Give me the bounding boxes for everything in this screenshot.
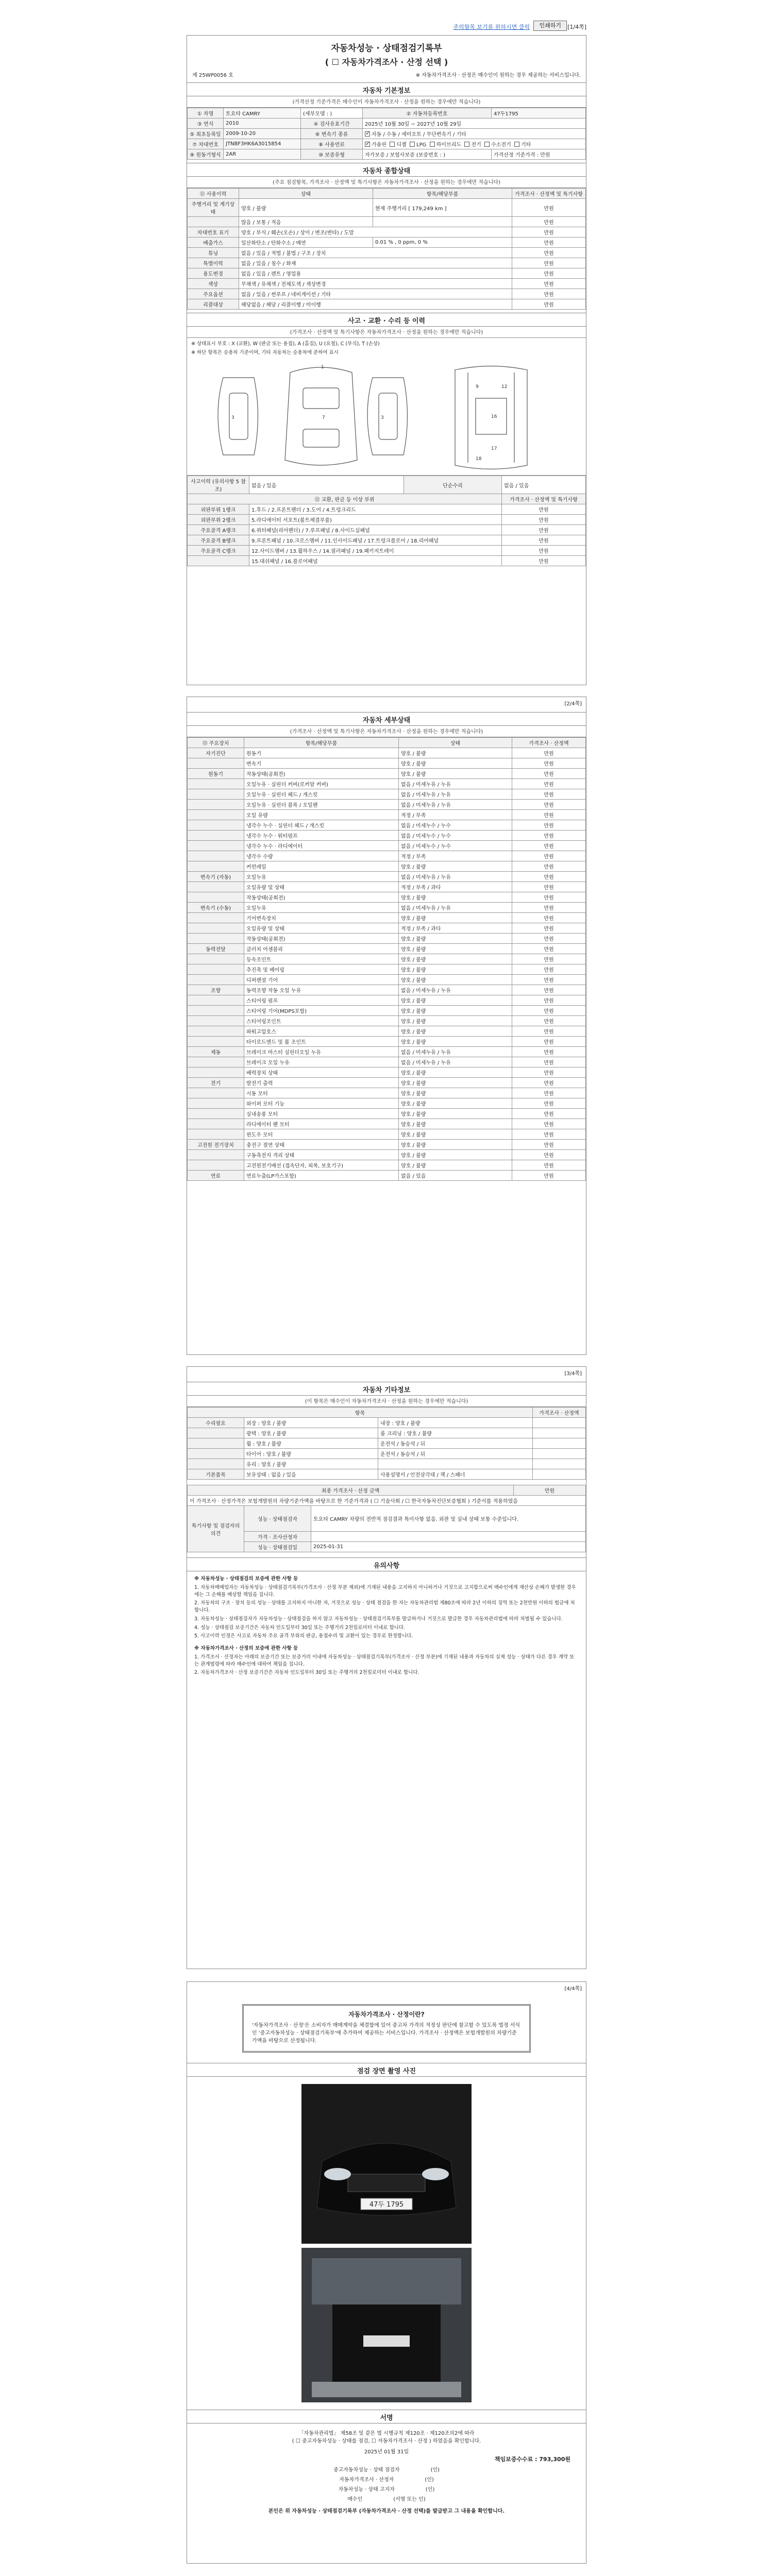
photo-section-title: 점검 장면 촬영 사진 — [187, 2063, 586, 2077]
table-row: 변속기 (수동) 오일누유 없음 / 미세누유 / 누유 만원 — [188, 903, 586, 913]
status-section-sub: (주요 점검항목, 가격조사 · 산정액 및 특기사항은 자동차가격조사 · 산정을 원하는 경우에만 적습니다) — [187, 177, 586, 188]
table-row: 사고이력 (유의사항 5 참조) 없음 / 있음 단순수리 없음 / 있음 — [188, 476, 586, 494]
table-row: 색상 무채색 / 유채색 / 전체도색 / 색상변경 만원 — [188, 279, 586, 289]
checkbox-icon[interactable] — [430, 142, 435, 147]
detail-section-title: 자동차 세부상태 — [187, 712, 586, 726]
table-row: 오일누유 · 실린더 헤드 / 개스킷 없음 / 미세누유 / 누유 만원 — [188, 789, 586, 800]
page-3 — [187, 1366, 586, 1969]
doc-title: 자동차성능 · 상태점검기록부 — [331, 43, 442, 54]
table-row: 튜닝 없음 / 있음 / 적법 / 불법 / 구조 / 장치 만원 — [188, 248, 586, 258]
doc-subtitle: ( ☐ 자동차가격조사 · 산정 선택 ) — [325, 57, 448, 67]
table-row: 광택 : 양호 / 불량 룸 크리닝 : 양호 / 불량 — [188, 1428, 586, 1438]
table-row: 기어변속장치 양호 / 불량 만원 — [188, 913, 586, 923]
table-row: 많음 / 보통 / 적음 만원 — [188, 217, 586, 227]
doc-number: 제 25WP0056 호 — [192, 73, 233, 78]
checkbox-icon[interactable] — [514, 142, 519, 147]
table-row: 고전원 전기장치 충전구 절연 상태 양호 / 불량 만원 — [188, 1140, 586, 1150]
table-row: 윈도우 모터 양호 / 불량 만원 — [188, 1129, 586, 1140]
svg-text:7: 7 — [322, 415, 325, 420]
checkbox-icon[interactable] — [390, 142, 395, 147]
table-row: 전기 발전기 출력 양호 / 불량 만원 — [188, 1078, 586, 1088]
accident-legend: ※ 상태표시 부호 : X (교환), W (판금 또는 용접), A (흠집), U (요철), C (부식), T (손상) — [191, 341, 380, 347]
page-1 — [187, 35, 586, 685]
table-row: 작동상태(공회전) 양호 / 불량 만원 — [188, 934, 586, 944]
table-row: 동력전달 클러치 어셈블리 양호 / 불량 만원 — [188, 944, 586, 954]
page-2 — [187, 697, 586, 1355]
table-row: ① 차명 토요타 CAMRY (세부모델 : ) ② 자동차등록번호 47두1795 — [188, 108, 586, 118]
basic-info-table — [187, 108, 586, 160]
table-row: 휠 : 양호 / 불량 운전석 / 동승석 / 뒤 — [188, 1438, 586, 1449]
page-number: [3/4쪽] — [564, 1371, 582, 1377]
final-price-table: 최종 가격조사 · 산정 금액 만원 이 가격조사 · 산정가격은 보험개발원의 차량기준가액을 바탕으로 한 기준가격과 ( ☐ 기술사회 / ☐ 한국자동차진단보증협회 ) 기준서를 적용하였음 특기사항 및 점검자의 의견 성능 · 상태점검자 토요타 CAMRY 차량의 전반적 점검결과 특이사항 없음. 외관 및 실내 상태 보통 수준입니다. 가격 · 조사산정자 성능 · 상태점검일 2025-01-31 — [187, 1485, 586, 1552]
page-number: [4/4쪽] — [564, 1986, 582, 1992]
table-row: 실내송풍 모터 양호 / 불량 만원 — [188, 1109, 586, 1119]
svg-text:9: 9 — [476, 384, 479, 389]
car-outline-icon — [187, 357, 586, 476]
table-row: 스티어링 기어(MDPS포함) 양호 / 불량 만원 — [188, 1006, 586, 1016]
checkbox-icon[interactable] — [484, 142, 490, 147]
table-row: 스티어링 펌프 양호 / 불량 만원 — [188, 995, 586, 1006]
accident-section-title: 사고 · 교환 · 수리 등 이력 — [187, 313, 586, 327]
svg-text:3: 3 — [231, 415, 234, 420]
table-row: ③ 연식 2010 ④ 검사유효기간 2025년 10월 30일 ~ 2027년 10월 29일 — [188, 118, 586, 129]
table-row: 주요골격 C랭크 12.사이드멤버 / 13.휠하우스 / 14.필러패널 / 19.패키지트레이 만원 — [188, 546, 586, 556]
svg-text:12: 12 — [501, 384, 508, 389]
table-row: 리콜대상 해당없음 / 해당 / 리콜이행 / 미이행 만원 — [188, 299, 586, 310]
price-info-box: 자동차가격조사 · 산정이란? '자동차가격조사 · 산정'은 소비자가 매매계약을 체결함에 있어 중고차 가격의 적정성 판단에 참고할 수 있도록 법정 서식인 '중고자동차성능 · 상태점검기록부'에 추가하여 제공하는 서비스입니다. 가격조사 · 산정액은 보험개발원의 차량기준가액을 바탕으로 산정됩니다. — [242, 2004, 531, 2053]
svg-text:1: 1 — [321, 365, 324, 370]
table-row: 냉각수 누수 · 라디에이터 없음 / 미세누수 / 누수 만원 — [188, 841, 586, 851]
table-row: 작동상태(공회전) 양호 / 불량 만원 — [188, 892, 586, 903]
car-front-image — [301, 2084, 472, 2244]
table-row: 타이어 : 양호 / 불량 운전석 / 동승석 / 뒤 — [188, 1449, 586, 1459]
detail-section-sub: (가격조사 · 산정액 및 특기사항은 자동차가격조사 · 산정을 원하는 경우에만 적습니다) — [187, 726, 586, 737]
table-row: 외판부위 2랭크 5.라디에이터 서포트(볼트체결부품) 만원 — [188, 515, 586, 525]
table-row: ⑦ 차대번호 JTNBF3HK6A3015854 ⑧ 사용연료 ✓ 가솔린 디젤 LPG 하이브리드 전기 수소전기 기타 — [188, 139, 586, 149]
table-row: 오일 유량 적정 / 부족 만원 — [188, 810, 586, 820]
table-row: 배력장치 상태 양호 / 불량 만원 — [188, 1067, 586, 1078]
table-row: 와이퍼 모터 기능 양호 / 불량 만원 — [188, 1098, 586, 1109]
table-row: 냉각수 수량 적정 / 부족 만원 — [188, 851, 586, 861]
car-lift-image — [301, 2248, 472, 2402]
table-row: 기본품목 보유상태 : 없음 / 있음 사용설명서 / 안전삼각대 / 잭 / 스패너 — [188, 1469, 586, 1480]
license-plate-text: 47두 1795 — [369, 2201, 404, 2209]
etc-table: 항목 가격조사 · 산정액 수리필요 외장 : 양호 / 불량 내장 : 양호 / 불량 광택 : 양호 / 불량 룸 크리닝 : 양호 / 불량 휠 : 양호 / 불량 운전석 / 동승석 / 뒤 타이어 : 양호 / 불량 운전석 / 동승석 / 뒤 유리 : 양호 / 불량 기본품목 보유상태 : 없음 / 있음 사용설명서 / 안전삼각대 / 잭 / 스패너 — [187, 1407, 586, 1480]
table-row: 냉각수 누수 · 워터펌프 없음 / 미세누수 / 누수 만원 — [188, 831, 586, 841]
table-row: 디퍼렌셜 기어 양호 / 불량 만원 — [188, 975, 586, 985]
basic-section-sub: (가격산정 기준가격은 매수인이 자동차가격조사 · 산정을 원하는 경우에만 적습니다) — [187, 96, 586, 108]
table-row: 수리필요 외장 : 양호 / 불량 내장 : 양호 / 불량 — [188, 1418, 586, 1428]
table-row: 냉각수 누수 · 실린더 헤드 / 개스킷 없음 / 미세누수 / 누수 만원 — [188, 820, 586, 831]
table-row: ⑤ 최초등록일 2009-10-20 ⑥ 변속기 종류 ✓ 자동 / 수동 / 세미오토 / 무단변속기 / 기타 — [188, 129, 586, 139]
table-row: 오일유량 및 상태 적정 / 부족 / 과다 만원 — [188, 882, 586, 892]
accident-section-sub: (가격조사 · 산정액 및 특기사항은 자동차가격조사 · 산정을 원하는 경우에만 적습니다) — [187, 327, 586, 338]
table-row: 오일누유 · 실린더 커버(로커암 커버) 없음 / 미세누유 / 누유 만원 — [188, 779, 586, 789]
detail-table: ⑬ 주요장치 항목/해당부품 상태 가격조사 · 산정액 자기진단 원동기 양호 / 불량 만원 변속기 양호 / 불량 만원 원동기 작동상태(공회전) 양호 / 불량 만원 오일누유 · 실린더 커버(로커암 커버) 없음 / 미세누유 / 누유 만원 오일누유 · 실린더 헤드 / 개스킷 없음 / 미세누유 / 누유 만원 오일누유 · 실린더 블록 / 오일팬 없음 / 미세누유 / 누유 만원 오일 유량 적정 / 부족 만원 냉각수 누수 · 실린더 헤드 / 개스킷 없음 / 미세누수 / 누수 만원 냉각수 누수 · 워터펌프 없음 / 미세누수 / 누수 만원 냉각수 누수 · 라디에이터 없음 / 미세누수 / 누수 만원 냉각수 수량 적정 / 부족 만원 커먼레일 양호 / 불량 만원 변속기 (자동) 오일누유 없음 / 미세누유 / 누유 만원 오일유량 및 상태 적정 / 부족 / 과다 만원 작동상태(공회전) 양호 / 불량 만원 변속기 (수동) 오일누유 없음 / 미세누유 / 누유 만원 기어변속장치 양호 / 불량 만원 오일유량 및 상태 적정 / 부족 / 과다 만원 작동상태(공회전) 양호 / 불량 만원 동력전달 클러치 어셈블리 양호 / 불량 만원 등속조인트 양호 / 불량 만원 추진축 및 베어링 양호 / 불량 만원 디퍼렌셜 기어 양호 / 불량 만원 조향 동력조향 작동 오일 누유 없음 / 미세누유 / 누유 만원 스티어링 펌프 양호 / 불량 만원 스티어링 기어(MDPS포함) 양호 / 불량 만원 스티어링조인트 양호 / 불량 만원 파워고압호스 양호 / 불량 만원 타이로드엔드 및 볼 조인트 양호 / 불량 만원 제동 브레이크 마스터 실린더오일 누유 없음 / 미세누유 / 누유 만원 브레이크 오일 누유 없음 / 미세누유 / 누유 만원 배력장치 상태 양호 / 불량 만원 전기 발전기 출력 양호 / 불량 만원 시동 모터 양호 / 불량 만원 와이퍼 모터 기능 양호 / 불량 만원 실내송풍 모터 양호 / 불량 만원 라디에이터 팬 모터 양호 / 불량 만원 윈도우 모터 양호 / 불량 만원 고전원 전기장치 충전구 절연 상태 양호 / 불량 만원 구동축전지 격리 상태 양호 / 불량 만원 고전원전기배선 (접속단자, 피복, 보호기구) 양호 / 불량 만원 연료 연료누출(LP가스포함) 없음 / 있음 만원 — [187, 737, 586, 1181]
table-row: 제동 브레이크 마스터 실린더오일 누유 없음 / 미세누유 / 누유 만원 — [188, 1047, 586, 1057]
table-row: 주요골격 B랭크 9.프론트패널 / 10.크로스멤버 / 11.인사이드패널 / 17.트렁크플로어 / 18.리어패널 만원 — [188, 535, 586, 546]
checkbox-icon[interactable] — [365, 142, 370, 147]
table-row: 라디에이터 팬 모터 양호 / 불량 만원 — [188, 1119, 586, 1129]
table-row: ⑨ 원동기형식 2AR ⑩ 보증유형 자가보증 / 보험사보증 (보증번호 : ) 가격산정 기준가격 : 만원 — [188, 149, 586, 160]
table-row: 파워고압호스 양호 / 불량 만원 — [188, 1026, 586, 1037]
table-row: 스티어링조인트 양호 / 불량 만원 — [188, 1016, 586, 1026]
table-row: 변속기 (자동) 오일누유 없음 / 미세누유 / 누유 만원 — [188, 872, 586, 882]
table-row: 오일유량 및 상태 적정 / 부족 / 과다 만원 — [188, 923, 586, 934]
sign-block: 「자동차관리법」 제58조 및 같은 법 시행규칙 제120조 · 제120조의2에 따라 ( ☐ 중고자동차성능 · 상태를 점검, ☐ 자동차가격조사 · 산정 ) 하였음을 확인합니다. 2025년 01월 31일 책임보증수수료 : 793,300원 중고자동차성능 · 상태 점검자 (인) 자동차가격조사 · 산정자 (인) 자동차성능 · 상태 고지자 (인) 매수인 (서명 또는 인) 본인은 위 자동차성능 · 상태점검기록부 (자동차가격조사 · 산정 선택)를 발급받고 그 내용을 확인합니다. — [268, 2431, 570, 2514]
accident-legend-2: ※ 하단 항목은 승용차 기준이며, 기타 자동차는 승용차에 준하여 표시 — [191, 350, 339, 355]
table-row: 배출가스 일산화탄소 / 탄화수소 / 매연 0.01 % , 0 ppm, 0 % 만원 — [188, 238, 586, 248]
etc-section-title: 자동차 기타정보 — [187, 1382, 586, 1396]
page-indicator: [1/4쪽] — [567, 24, 586, 30]
table-row: 커먼레일 양호 / 불량 만원 — [188, 861, 586, 872]
table-row: 차대번호 표기 양호 / 부식 / 훼손(오손) / 상이 / 변조(변타) / 도말 만원 — [188, 227, 586, 238]
sign-title: 서명 — [187, 2410, 586, 2424]
table-row: 자기진단 원동기 양호 / 불량 만원 — [188, 748, 586, 758]
table-row: 용도변경 없음 / 있음 / 렌트 / 영업용 만원 — [188, 268, 586, 279]
accident-table — [187, 476, 586, 566]
table-row: 연료 연료누출(LP가스포함) 없음 / 있음 만원 — [188, 1171, 586, 1181]
page-4 — [187, 1981, 586, 2564]
table-row: 변속기 양호 / 불량 만원 — [188, 758, 586, 769]
checkbox-icon[interactable] — [464, 142, 469, 147]
table-row: 고전원전기배선 (접속단자, 피복, 보호기구) 양호 / 불량 만원 — [188, 1160, 586, 1171]
status-section-title: 자동차 종합상태 — [187, 163, 586, 177]
table-row: 오일누유 · 실린더 블록 / 오일팬 없음 / 미세누유 / 누유 만원 — [188, 800, 586, 810]
table-row: 조향 동력조향 작동 오일 누유 없음 / 미세누유 / 누유 만원 — [188, 985, 586, 995]
checkbox-icon[interactable] — [410, 142, 415, 147]
fee-value: 793,300원 — [539, 2456, 570, 2463]
svg-text:18: 18 — [476, 456, 482, 462]
table-row: 등속조인트 양호 / 불량 만원 — [188, 954, 586, 964]
table-row: 15.대쉬패널 / 16.플로어패널 만원 — [188, 556, 586, 566]
table-row: 주행거리 및 계기상태 양호 / 불량 현재 주행거리 [ 179,249 km ] 만원 — [188, 199, 586, 217]
checkbox-icon[interactable] — [365, 131, 370, 137]
table-row: 특별이력 없음 / 있음 / 침수 / 화재 만원 — [188, 258, 586, 268]
table-row: 주요옵션 없음 / 있음 / 썬루프 / 네비게이션 / 기타 만원 — [188, 289, 586, 299]
etc-section-sub: (이 항목은 매수인이 자동차가격조사 · 산정을 원하는 경우에만 적습니다) — [187, 1396, 586, 1407]
table-row: 외판부위 1랭크 1.후드 / 2.프론트펜더 / 3.도어 / 4.트렁크리드 만원 — [188, 504, 586, 515]
status-table: ⑪ 사용이력 상태 항목/해당부품 가격조사 · 산정액 및 특기사항 주행거리 및 계기상태 양호 / 불량 현재 주행거리 [ 179,249 km ] 만원 많음 / 보통 / 적음 만원 차대번호 표기 양호 / 부식 / 훼손(오손) / 상이 / 변조(변타) / 도말 만원 배출가스 일산화탄소 / 탄화수소 / 매연 0.01 % , 0 ppm, 0 % 만원 튜닝 없음 / 있음 / 적법 / 불법 / 구조 / 장치 만원 특별이력 없음 / 있음 / 침수 / 화재 만원 용도변경 없음 / 있음 / 렌트 / 영업용 만원 색상 무채색 / 유채색 / 전체도색 / 색상변경 만원 주요옵션 없음 / 있음 / 썬루프 / 네비게이션 / 기타 만원 리콜대상 해당없음 / 해당 / 리콜이행 / 미이행 만원 — [187, 188, 586, 310]
notes-title: 유의사항 — [187, 1557, 586, 1571]
table-row: ⑫ 교환, 판금 등 이상 부위 가격조사 · 산정액 및 특기사항 — [188, 494, 586, 504]
notes-body: ※ 자동차성능 · 상태점검의 보증에 관한 사항 등 1. 자동차매매업자는 자동차성능 · 상태점검기록부(가격조사 · 산정 부분 제외)에 기재된 내용을 고지하지 아니하거나 거짓으로 고지함으로써 매수인에게 재산상 손해가 발생한 경우에는 그 손해를 배상할 책임을 집니다. 2. 자동차의 구조 · 장치 등의 성능 · 상태를 고지하지 아니한 자, 거짓으로 성능 · 상태 점검을 한 자는 자동차관리법 제80조에 따라 2년 이하의 징역 또는 2천만원 이하의 벌금에 처합니다. 3. 자동차성능 · 상태점검자가 자동차성능 · 상태점검을 하지 않고 자동차성능 · 상태점검기록부를 발급하거나 거짓으로 발급한 경우 자동차관리법에 따라 처벌될 수 있습니다. 4. 성능 · 상태점검 보증기간은 자동차 인도일부터 30일 또는 주행거리 2천킬로미터 이내로 합니다. 5. 사고이력 인정은 사고로 자동차 주요 골격 부위의 판금, 용접수리 및 교환이 있는 경우로 한정합니다. ※ 자동차가격조사 · 산정의 보증에 관한 사항 등 1. 가격조사 · 산정자는 아래의 보증기간 또는 보증거리 이내에 자동차성능 · 상태점검기록부(가격조사 · 산정 부분)에 기재된 내용과 자동차의 실제 성능 · 상태가 다른 경우 계약 또는 관계법령에 따라 매수인에 대하여 책임을 집니다. 2. 자동차가격조사 · 산정 보증기간은 자동차 인도일부터 30일 또는 주행거리 2천킬로미터 이내로 합니다. — [194, 1576, 576, 1676]
svg-text:16: 16 — [491, 414, 497, 419]
table-row: 시동 모터 양호 / 불량 만원 — [188, 1088, 586, 1098]
table-row: 타이로드엔드 및 볼 조인트 양호 / 불량 만원 — [188, 1037, 586, 1047]
print-button[interactable]: 인쇄하기 — [533, 21, 567, 31]
table-row: 원동기 작동상태(공회전) 양호 / 불량 만원 — [188, 769, 586, 779]
basic-section-title: 자동차 기본정보 — [187, 82, 586, 96]
car-body-diagram — [187, 357, 586, 476]
car-front-photo — [301, 2084, 472, 2244]
car-undercarriage-photo — [301, 2248, 472, 2402]
doc-notice: ※ 자동차가격조사 · 산정은 매수인이 원하는 경우 제공하는 서비스입니다. — [415, 73, 581, 78]
notice-link[interactable]: 주의항목 보기를 원하시면 클릭 — [453, 24, 530, 30]
svg-text:17: 17 — [491, 446, 497, 451]
top-toolbar — [187, 21, 586, 32]
table-row: 추진축 및 베어링 양호 / 불량 만원 — [188, 964, 586, 975]
table-row: 브레이크 오일 누유 없음 / 미세누유 / 누유 만원 — [188, 1057, 586, 1067]
table-row: 구동축전지 격리 상태 양호 / 불량 만원 — [188, 1150, 586, 1160]
table-row: 주요골격 A랭크 6.쿼터패널(리어펜더) / 7.루프패널 / 8.사이드실패널 만원 — [188, 525, 586, 535]
svg-text:3: 3 — [381, 415, 384, 420]
page-number: [2/4쪽] — [564, 701, 582, 707]
table-row: 유리 : 양호 / 불량 — [188, 1459, 586, 1469]
